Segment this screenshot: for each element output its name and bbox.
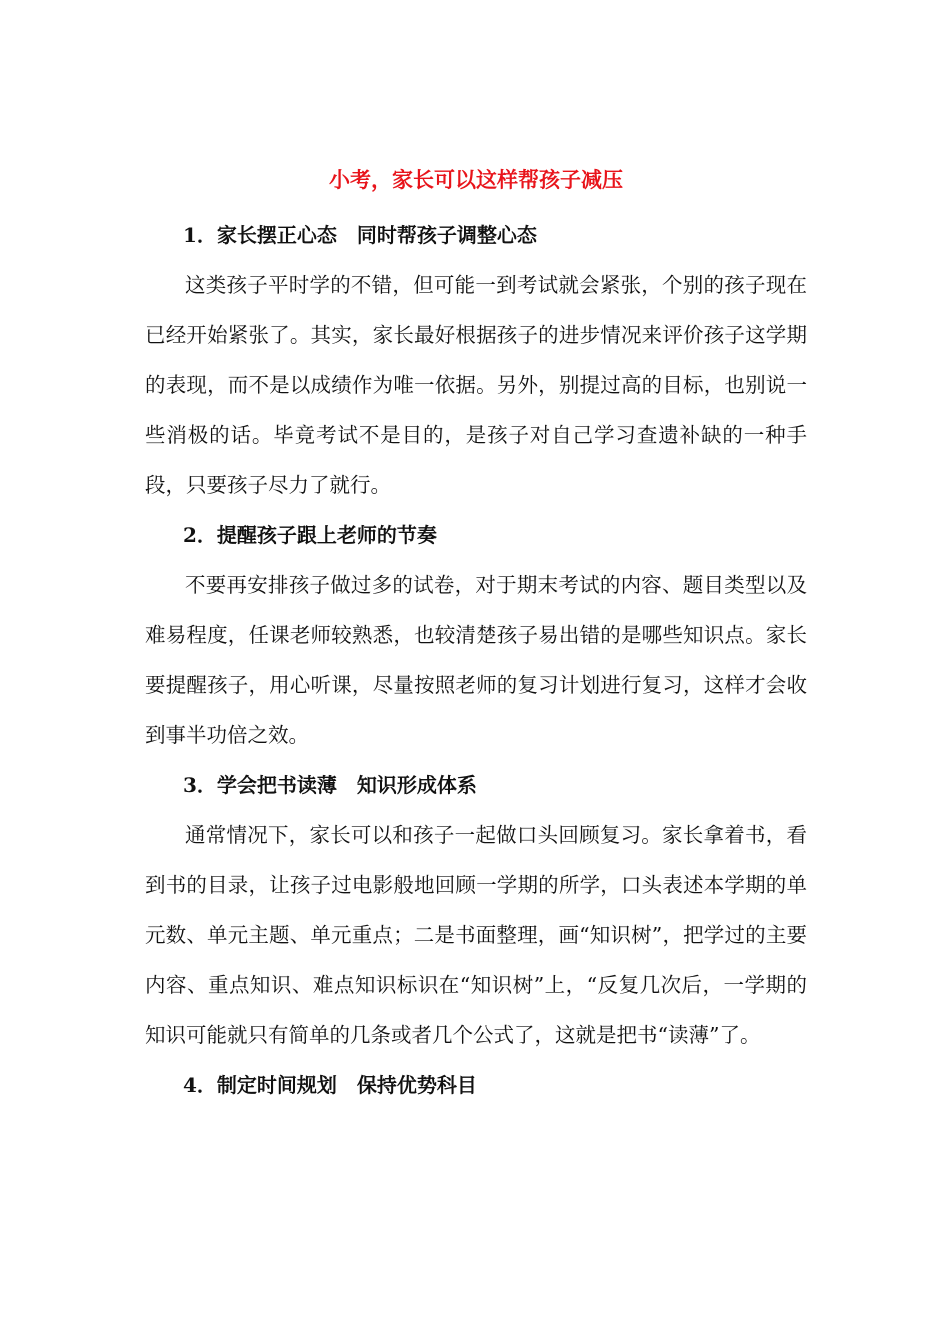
section-heading: 1．家长摆正心态 同时帮孩子调整心态 [183, 223, 537, 247]
section-heading: 2．提醒孩子跟上老师的节奏 [183, 523, 437, 547]
section-paragraph: 这类孩子平时学的不错，但可能一到考试就会紧张，个别的孩子现在已经开始紧张了。其实，家长最好根据孩子的进步情况来评价孩子这学期的表现，而不是以成绩作为唯一依据。另外，别提过高的目标，也别说一些消极的话。毕竟考试不是目的，是孩子对自己学习查遗补缺的一种手段，只要孩子尽力了就行。 [145, 273, 807, 497]
section-1 [145, 210, 807, 510]
section-2 [145, 510, 807, 760]
document-title: 小考，家长可以这样帮孩子减压 [329, 167, 623, 192]
section-4 [145, 1060, 807, 1110]
section-3 [145, 760, 807, 1060]
section-heading: 3．学会把书读薄 知识形成体系 [183, 773, 477, 797]
section-paragraph: 不要再安排孩子做过多的试卷，对于期末考试的内容、题目类型以及难易程度，任课老师较熟悉，也较清楚孩子易出错的是哪些知识点。家长要提醒孩子，用心听课，尽量按照老师的复习计划进行复习，这样才会收到事半功倍之效。 [145, 573, 807, 747]
section-heading: 4．制定时间规划 保持优势科目 [183, 1073, 477, 1097]
section-paragraph: 通常情况下，家长可以和孩子一起做口头回顾复习。家长拿着书，看到书的目录，让孩子过电影般地回顾一学期的所学，口头表述本学期的单元数、单元主题、单元重点；二是书面整理，画“知识树”，把学过的主要内容、重点知识、难点知识标识在“知识树”上，“反复几次后，一学期的知识可能就只有简单的几条或者几个公式了，这就是把书“读薄”了。 [145, 823, 807, 1047]
document-page [145, 160, 807, 1110]
